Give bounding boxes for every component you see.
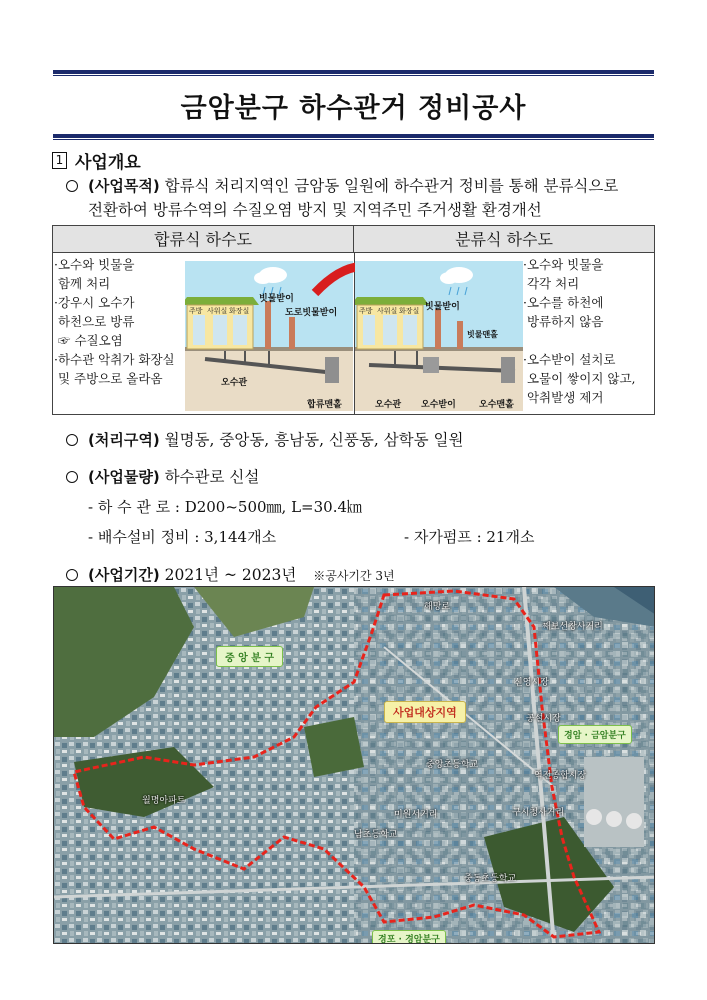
map-place-label: 월명아파트 — [142, 796, 186, 806]
circle-bullet-icon — [66, 434, 78, 446]
svg-text:오수관: 오수관 — [375, 400, 402, 410]
svg-text:빗물받이: 빗물받이 — [425, 302, 460, 312]
svg-text:주방: 주방 — [189, 307, 203, 315]
south-district-tag: 경포 · 경암분구 — [372, 930, 446, 944]
sewer-comparison-table — [52, 225, 655, 415]
east-district-tag: 경암 · 금암분구 — [558, 725, 632, 744]
section-number: 1 — [52, 152, 67, 169]
pump-spec: - 자가펌프 : 21개소 — [404, 528, 535, 546]
svg-text:화장실: 화장실 — [399, 307, 420, 315]
quantity-text: 하수관로 신설 — [164, 468, 260, 486]
project-area-tag: 사업대상지역 — [384, 701, 466, 723]
circle-bullet-icon — [66, 569, 78, 581]
svg-text:합류맨홀: 합류맨홀 — [307, 400, 342, 410]
purpose-line2: 전환하여 방류수역의 수질오염 방지 및 지역주민 주거생활 환경개선 — [88, 201, 542, 219]
separate-sewer-notes: ·오수와 빗물을 각각 처리 ·오수를 하천에 방류하지 않음 ·오수받이 설치로 오물이 쌓이지 않고, 악취발생 제거 — [523, 257, 636, 405]
project-boundary-outline — [54, 587, 655, 944]
area-paragraph — [66, 428, 464, 452]
svg-text:오수맨홀: 오수맨홀 — [479, 400, 514, 410]
area-text: 월명동, 중앙동, 흥남동, 신풍동, 삼학동 일원 — [164, 431, 464, 449]
map-place-label: 미원서거리 — [394, 810, 438, 820]
svg-text:사워실: 사워실 — [207, 307, 228, 315]
aerial-map — [53, 586, 655, 944]
pipe-spec: - 하 수 관 로 : D200~500㎜, L=30.4㎞ — [88, 498, 363, 516]
svg-text:오수받이: 오수받이 — [421, 400, 456, 410]
map-place-label: 중앙초등학교 — [426, 760, 479, 770]
svg-text:사워실: 사워실 — [377, 307, 398, 315]
title-rule-top — [53, 70, 654, 74]
house-icon — [185, 297, 259, 349]
title-rule-bottom — [53, 134, 654, 138]
section-title: 사업개요 — [75, 153, 141, 173]
period-paragraph — [66, 563, 395, 588]
map-place-label: 공설시장 — [526, 714, 561, 724]
separate-sewer-illustration — [355, 261, 523, 411]
circle-bullet-icon — [66, 471, 78, 483]
combined-sewer-notes: ·오수와 빗물을 함께 처리 ·강우시 오수가 하천으로 방류 ☞ 수질오염 ·하수관 악취가 화장실 및 주방으로 올라옴 — [54, 257, 175, 386]
purpose-label: (사업목적) — [88, 177, 160, 195]
combined-sewer-header: 합류식 하수도 — [53, 226, 354, 252]
map-place-label: 신영시장 — [514, 678, 549, 688]
circle-bullet-icon — [66, 180, 78, 192]
page-title: 금암분구 하수관거 정비공사 — [180, 93, 527, 124]
map-place-label: 째보선창사거리 — [542, 622, 603, 632]
section-heading — [52, 148, 141, 173]
house-icon — [355, 297, 429, 349]
title-block — [53, 70, 654, 140]
svg-text:화장실: 화장실 — [229, 307, 250, 315]
svg-text:빗물맨홀: 빗물맨홀 — [467, 329, 498, 339]
period-text: 2021년 ~ 2023년 — [164, 566, 297, 584]
purpose-line1: 합류식 처리지역인 금암동 일원에 하수관거 정비를 통해 분류식으로 — [164, 177, 619, 195]
central-district-tag: 중 앙 분 구 — [216, 646, 283, 667]
quantity-paragraph — [66, 465, 259, 489]
svg-text:빗물받이: 빗물받이 — [259, 294, 294, 304]
map-place-label: 해망로 — [424, 602, 451, 612]
quantity-label: (사업물량) — [88, 468, 160, 486]
map-place-label: 중동초등학교 — [464, 874, 517, 884]
purpose-paragraph — [66, 174, 618, 222]
period-label: (사업기간) — [88, 566, 160, 584]
map-place-label: 남초등학교 — [354, 830, 398, 840]
area-label: (처리구역) — [88, 431, 160, 449]
svg-text:도로빗물받이: 도로빗물받이 — [285, 308, 338, 318]
svg-text:주방: 주방 — [359, 307, 373, 315]
map-place-label: 역전종합시장 — [534, 771, 587, 781]
period-note: ※공사기간 3년 — [313, 569, 395, 583]
drain-spec: - 배수설비 정비 : 3,144개소 — [88, 528, 277, 546]
svg-text:오수관: 오수관 — [221, 378, 248, 388]
separate-sewer-header: 분류식 하수도 — [455, 230, 553, 249]
map-place-label: 구시청사거리 — [512, 808, 565, 818]
